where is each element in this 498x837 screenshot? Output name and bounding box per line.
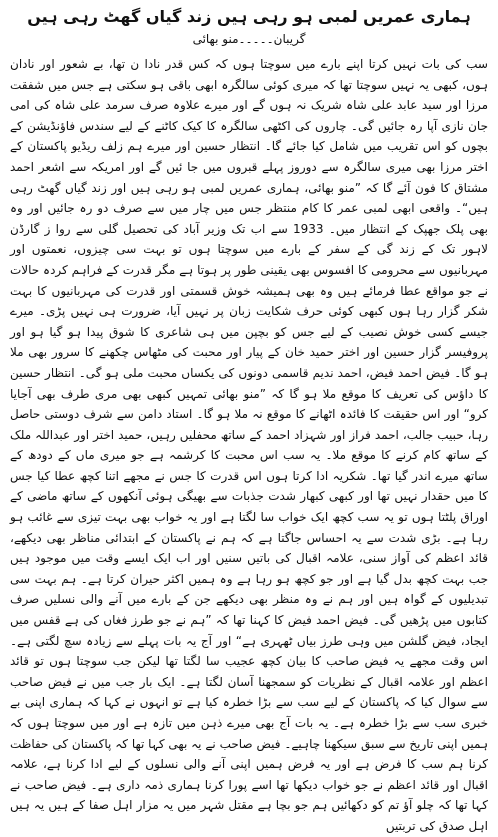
article-body: سب کی بات نہیں کرتا اپنے بارے میں سوچتا ہوں کہ کس قدر نادا ن تھا، بے شعور اور نادان ہوں، کبھی یہ نہیں سوچتا تھا کہ میری کوئی سالگرہ ابھی باقی ہو سکتی ہے جس میں شفقت مرزا اور سید عابد علی شاہ شریک نہ ہوں گے اور میرے علاوہ صرف سرمد علی شاہ کی امی جان نازی آپا رہ جائیں گی۔ چاروں کی اکٹھی سالگرہ کا کیک کاٹنے کے لیے سندس فاؤنڈیشن کے بچوں کو اس تقریب میں شامل کیا جائے گا۔ انتظار حسین اور میرے ہم زلف ریڈیو پاکستان کے اختر مرزا بھی میری سالگرہ سے دوروز پہلے قبروں میں جا ئیں گے اور امریکہ سے اشعر احمد مشتاق کا فون آئے گا کہ ”منو بھائی، ہماری عمریں لمبی ہو رہی ہیں اور زند گیاں گھٹ رہی ہیں“۔ واقعی ابھی لمبی عمر کا کام منتظر جس میں چار میں سے صرف دو رہ جائیں اور وہ بھی پلک جھپک کے انتظار میں۔ 1933 سے اب تک وزیر آباد کی تحصیل گلی سے روا ز گارڈن لاہور تک کے زند گی کے سفر کے بارے میں سوچتا ہوں تو بہت سی چیزوں، نعمتوں اور مہربانیوں سے محرومی کا افسوس بھی یقینی طور پر ہوتا ہے مگر قدرت کے فراہم کردہ حالات نے جو مواقع عطا فرمائے ہیں وہ بھی ہمیشہ خوش قسمتی اور قدرت کی مہربانیوں کا بہت شکر گزار رہا ہوں کبھی کوئی حرف شکایت زبان پر نہیں آیا، ضرورت ہی نہیں پڑی۔ میرے جیسے کسی خوش نصیب کے لیے جس کو بچپن میں ہی شاعری کا شوق پیدا ہو گیا ہو اور پروفیسر گزار حسین اور اختر حمید خان کے پیار اور محبت کی مٹھاس چکھنے کا سرور بھی ملا ہو گا۔ فیض احمد فیض، احمد ندیم قاسمی دونوں کی یکساں محبت ملی ہو گی۔ انتظار حسین کا داؤس کی تعریف کا موقع ملا ہو گا کہ ”منو بھائی تمہیں کبھی بھی مری طرف بھی آجایا کرو“ اور اس حقیقت کا فائدہ اٹھانے کا موقع نہ ملا ہو گا۔ استاد دامن سے شرف دوستی حاصل رہا، حبیب جالب، احمد فراز اور شہزاد احمد کے ساتھ محفلیں رہیں، حمید اختر اور عبداللہ ملک کے ساتھ کام کرنے کا موقع ملا۔ یہ سب اس محبت کا کرشمہ ہے جو میری ماں کے دودھ کے ساتھ میرے اندر گیا تھا۔ شکریہ ادا کرتا ہوں اس قدرت کا جس نے مجھے اتنا کچھ عطا کیا جس کا میں حقدار نہیں تھا اور کبھی کبھار شدت جذبات سے بھیگی ہوئی آنکھوں کے ساتھ ماضی کے اوراق پلٹتا ہوں تو یہ سب کچھ ایک خواب سا لگتا ہے اور یہ خواب بھی بہت تیزی سے غائب ہو رہا ہے۔ بڑی شدت سے یہ احساس جاگتا ہے کہ ہم نے پاکستان کے ابتدائی مناظر بھی دیکھے، قائد اعظم کی آواز سنی، علامہ اقبال کی باتیں سنیں اور اب ایک ایسے وقت میں موجود ہیں جب بہت کچھ بدل گیا ہے اور جو کچھ ہو رہا ہے وہ ہمیں اکثر حیران کرتا ہے۔ ہم بہت سی تبدیلیوں کے گواہ ہیں اور ہم نے وہ منظر بھی دیکھے جن کے بارے میں آنے والی نسلیں صرف کتابوں میں پڑھیں گی۔ فیض احمد فیض کا کہنا تھا کہ ”ہم نے جو طرز فغاں کی ہے قفس میں ایجاد، فیض گلشن میں وہی طرز بیاں ٹھہری ہے“ اور آج یہ بات پہلے سے زیادہ سچ لگتی ہے۔ اس وقت مجھے یہ فیض صاحب کا بیان کچھ عجیب سا لگتا تھا لیکن جب سوچتا ہوں تو قائد اعظم اور علامہ اقبال کے نظریات کو سمجھنا آسان لگتا ہے۔ ایک بار جب میں نے فیض صاحب سے سوال کیا کہ پاکستان کے لیے سب سے بڑا خطرہ کیا ہے تو انہوں نے کہا کہ ہماری اپنی بے خبری سب سے بڑا خطرہ ہے۔ یہ بات آج بھی میرے ذہن میں تازہ ہے اور میں سوچتا ہوں کہ ہمیں اپنی تاریخ سے سبق سیکھنا چاہیے۔ فیض صاحب نے یہ بھی کہا تھا کہ پاکستان کی حفاظت کرنا ہم سب کا فرض ہے اور یہ فرض ہمیں اپنی آنے والی نسلوں کے لیے ادا کرنا ہے، علامہ اقبال اور قائد اعظم نے جو خواب دیکھا تھا اسے پورا کرنا ہماری ذمہ داری ہے۔ فیض صاحب نے کہا تھا کہ چلو آؤ تم کو دکھائیں ہم جو بچا ہے مقتل شہر میں یہ مزار اہل صفا کے ہیں یہ ہیں اہل صدق کی تربتیں xyxy=(10,57,488,833)
article-byline: گریبان۔۔۔۔۔منو بھائی xyxy=(192,32,306,46)
article-title: ہماری عمریں لمبی ہو رہی ہیں زند گیاں گھٹ رہی ہیں xyxy=(27,7,471,26)
